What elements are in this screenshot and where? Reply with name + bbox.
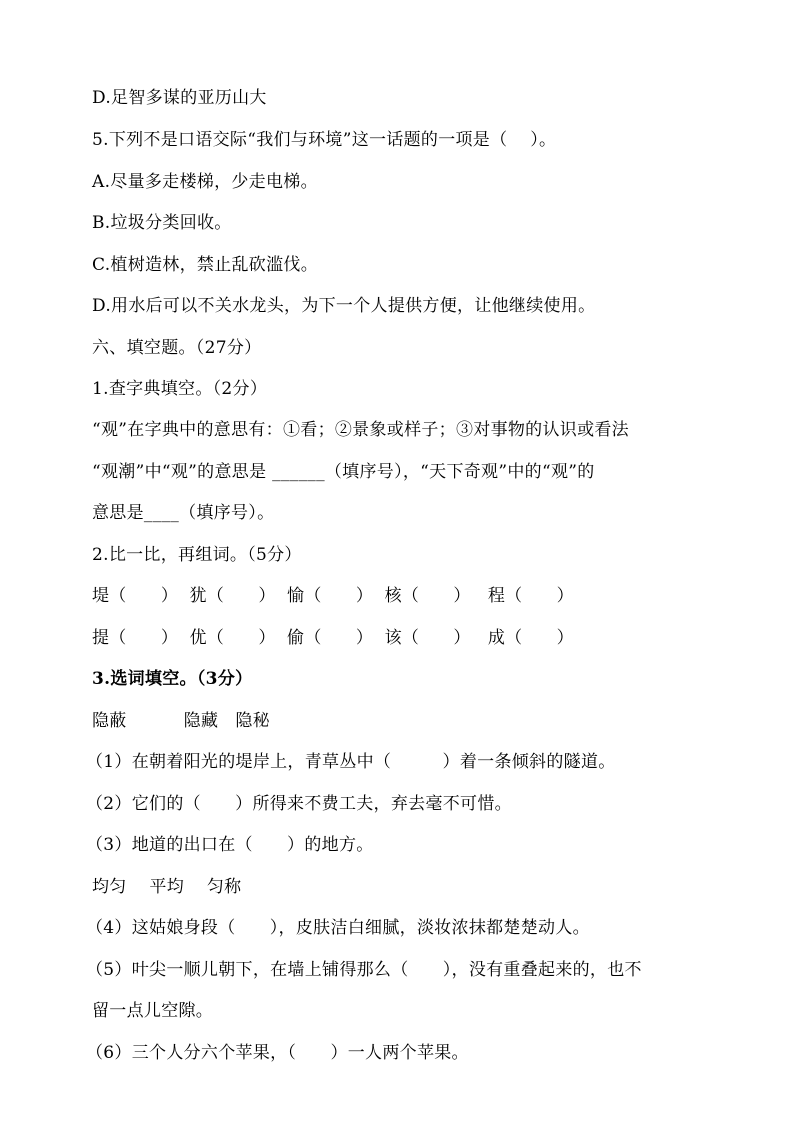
question-3-prompt: 3.选词填空。（3分） [92,669,253,689]
question-1-prompt: 1.查字典填空。（2分） [92,379,268,399]
option-d: D.用水后可以不关水龙头，为下一个人提供方便，让他继续使用。 [92,296,596,316]
question-5-prompt: 5.下列不是口语交际“我们与环境”这一话题的一项是（ ）。 [92,130,557,150]
compare-row-1: 堤（ ） 犹（ ） 愉（ ） 核（ ） 程（ ） [92,586,574,606]
dictionary-meanings: “观”在字典中的意思有：①看；②景象或样子；③对事物的认识或看法 [92,420,629,440]
word-choices-1: 隐蔽 隐藏 隐秘 [92,711,270,731]
sentence-4: （4）这姑娘身段（ ），皮肤洁白细腻，淡妆浓抹都楚楚动人。 [86,918,590,938]
section-heading: 六、填空题。（27分） [92,338,262,358]
option-b: B.垃圾分类回收。 [92,213,232,233]
fill-line-1: “观潮”中“观”的意思是 ______（填序号），“天下奇观”中的“观”的 [92,462,595,482]
sentence-6: （6）三个人分六个苹果，（ ）一人两个苹果。 [86,1043,469,1063]
sentence-1: （1）在朝着阳光的堤岸上，青草丛中（ ）着一条倾斜的隧道。 [86,752,616,772]
fill-line-2: 意思是____（填序号）。 [92,503,275,523]
option-d-question-4: D.足智多谋的亚历山大 [92,88,267,108]
option-c: C.植树造林，禁止乱砍滥伐。 [92,255,319,275]
sentence-5: （5）叶尖一顺儿朝下，在墙上铺得那么（ ），没有重叠起来的，也不 [86,960,642,980]
sentence-2: （2）它们的（ ）所得来不费工夫，弃去毫不可惜。 [86,794,512,814]
question-2-prompt: 2.比一比，再组词。（5分） [92,545,302,565]
word-choices-2: 均匀 平均 匀称 [92,877,242,897]
sentence-3: （3）地道的出口在（ ）的地方。 [86,835,374,855]
compare-row-2: 提（ ） 优（ ） 偷（ ） 该（ ） 成（ ） [92,628,574,648]
option-a: A.尽量多走楼梯，少走电梯。 [92,172,318,192]
sentence-5-continued: 留一点儿空隙。 [92,1001,214,1021]
